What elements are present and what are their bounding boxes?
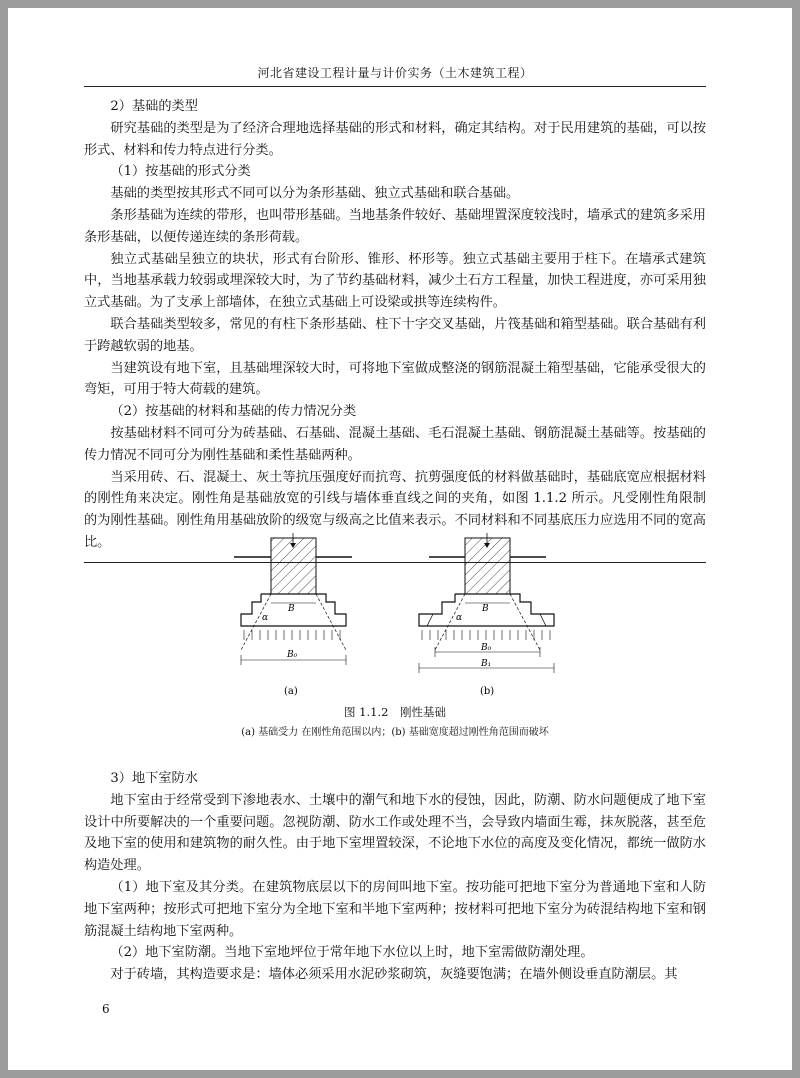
label-alpha: α: [456, 613, 463, 623]
subheading: （1）按基础的形式分类: [110, 164, 251, 180]
rigid-foundation-figure: [84, 530, 706, 745]
section-heading: 2）基础的类型: [110, 99, 198, 114]
label-b0: B₀: [287, 650, 298, 660]
label-b: B: [482, 604, 489, 614]
header-title: 河北省建设工程计量与计价实务（土木建筑工程）: [257, 66, 533, 80]
diagram-b: [419, 533, 554, 697]
paragraph: 条形基础为连续的带形，也叫带形基础。当地基条件较好、基础埋置深度较浅时，墙承式的建筑多采用条形基础，以便传递连续的条形荷载。: [84, 207, 706, 245]
figure-subcaption: (a) 基础受力 在刚性角范围以内；(b) 基础宽度超过刚性角范围而破坏: [241, 727, 549, 738]
paragraph: 联合基础类型较多，常见的有柱下条形基础、柱下十字交叉基础，片筏基础和箱型基础。联合基础有利于跨越软弱的地基。: [84, 316, 706, 354]
label-a: (a): [284, 686, 298, 697]
section-heading: 3）地下室防水: [110, 771, 198, 786]
paragraph: 当建筑设有地下室，且基础埋深较大时，可将地下室做成整浇的钢筋混凝土箱型基础，它能承受很大的弯矩，可用于特大荷载的建筑。: [84, 360, 706, 398]
label-alpha: α: [262, 613, 269, 623]
page-number: 6: [102, 1002, 110, 1016]
section-foundation-types: [84, 96, 706, 563]
running-header: [84, 64, 706, 87]
paragraph: 独立式基础呈独立的块状，形式有台阶形、锥形、杯形等。独立式基础主要用于柱下。在墙承式建筑中，当地基承载力较弱或埋深较大时，为了节约基础材料，减少土石方工程量，加快工程进度，亦可采用独立式基础。为了支承上部墙体，在独立式基础上可设梁或拱等连续构件。: [84, 251, 706, 311]
label-b: B: [288, 604, 295, 614]
figure-caption: 图 1.1.2 刚性基础: [344, 705, 446, 719]
paragraph: 地下室由于经常受到下渗地表水、土壤中的潮气和地下水的侵蚀，因此，防潮、防水问题便成了地下室设计中所要解决的一个重要问题。忽视防潮、防水工作或处理不当，会导致内墙面生霉，抹灰脱落，甚至危及地下室的使用和建筑物的耐久性。由于地下室埋置较深，不论地下水位的高度及变化情况，都统一做防水构造处理。: [84, 792, 706, 874]
paragraph: 基础的类型按其形式不同可以分为条形基础、独立式基础和联合基础。: [110, 186, 520, 202]
paragraph: 研究基础的类型是为了经济合理地选择基础的形式和材料，确定其结构。对于民用建筑的基础，可以按形式、材料和传力特点进行分类。: [84, 120, 706, 158]
paragraph: 当采用砖、石、混凝土、灰土等抗压强度好而抗弯、抗剪强度低的材料做基础时，基础底宽应根据材料的刚性角来决定。刚性角是基础放宽的引线与墙体垂直线之间的夹角，如图 1.1.2 所示。凡受刚性角限制的为刚性基础。刚性角用基础放阶的级宽与级高之比值来表示。不同材料和不同基底压力应选用不同的宽高比。: [84, 469, 706, 550]
subheading: （2）按基础的材料和基础的传力情况分类: [110, 404, 357, 420]
foundation-diagrams: [84, 530, 706, 710]
label-b0: B₀: [481, 643, 492, 653]
diagram-a: [234, 533, 352, 697]
paragraph: （2）地下室防潮。当地下室地坪位于常年地下水位以上时，地下室需做防潮处理。: [110, 945, 594, 961]
section-basement-waterproofing: [84, 768, 706, 986]
label-b1: B₁: [481, 659, 492, 669]
label-b-panel: (b): [480, 686, 495, 697]
paragraph: 对于砖墙，其构造要求是：墙体必须采用水泥砂浆砌筑，灰缝要饱满；在墙外侧设垂直防潮层。其: [110, 967, 678, 983]
paragraph: 按基础材料不同可分为砖基础、石基础、混凝土基础、毛石混凝土基础、钢筋混凝土基础等。按基础的传力情况不同可分为刚性基础和柔性基础两种。: [84, 425, 706, 463]
paragraph: （1）地下室及其分类。在建筑物底层以下的房间叫地下室。按功能可把地下室分为普通地下室和人防地下室两种；按形式可把地下室分为全地下室和半地下室两种；按材料可把地下室分为砖混结构地下室和钢筋混凝土结构地下室两种。: [84, 879, 706, 939]
